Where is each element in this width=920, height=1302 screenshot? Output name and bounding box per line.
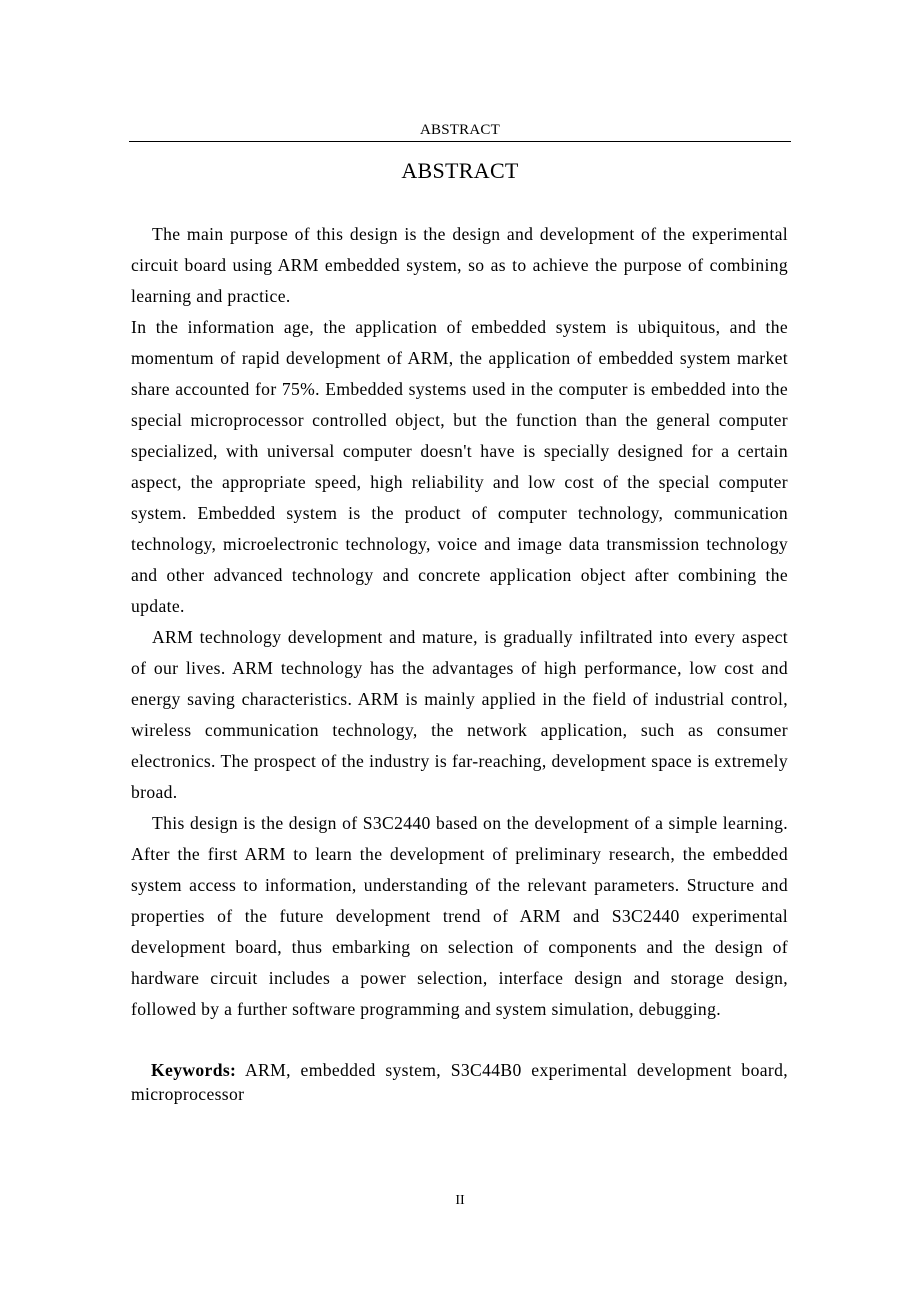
abstract-paragraph-1: The main purpose of this design is the design and development of the experimental circuit board using ARM embedded system, so as to achieve the purpose of combining learning and practice. — [131, 224, 788, 306]
keywords-line — [131, 1058, 788, 1106]
page-number: II — [455, 1193, 465, 1208]
abstract-paragraph-2: In the information age, the application of embedded system is ubiquitous, and the momentum of rapid development of ARM, the application of embedded system market share accounted for 75%. Embedded systems used in the computer is embedded into the special microprocessor controlled object, but the function than the general computer specialized, with universal computer doesn't have is specially designed for a certain aspect, the appropriate speed, high reliability and low cost of the special computer system. Embedded system is the product of computer technology, communication technology, microelectronic technology, voice and image data transmission technology and other advanced technology and concrete application object after combining the update. — [131, 317, 788, 616]
page-title: ABSTRACT — [401, 158, 519, 183]
keywords-label: Keywords: — [151, 1060, 237, 1080]
keywords-text: ARM, embedded system, S3C44B0 experimental development board, microprocessor — [131, 1060, 788, 1104]
abstract-paragraph-4: This design is the design of S3C2440 based on the development of a simple learning. After the first ARM to learn the development of preliminary research, the embedded system access to information, understanding of the relevant parameters. Structure and properties of the future development trend of ARM and S3C2440 experimental development board, thus embarking on selection of components and the design of hardware circuit includes a power selection, interface design and storage design, followed by a further software programming and system simulation, debugging. — [131, 813, 788, 1019]
abstract-paragraph-3: ARM technology development and mature, is gradually infiltrated into every aspect of our lives. ARM technology has the advantages of high performance, low cost and energy saving characteristics. ARM is mainly applied in the field of industrial control, wireless communication technology, the network application, such as consumer electronics. The prospect of the industry is far-reaching, development space is extremely broad. — [131, 627, 788, 802]
abstract-body — [131, 219, 788, 1025]
running-header: ABSTRACT — [420, 122, 500, 138]
header-rule — [129, 141, 791, 142]
